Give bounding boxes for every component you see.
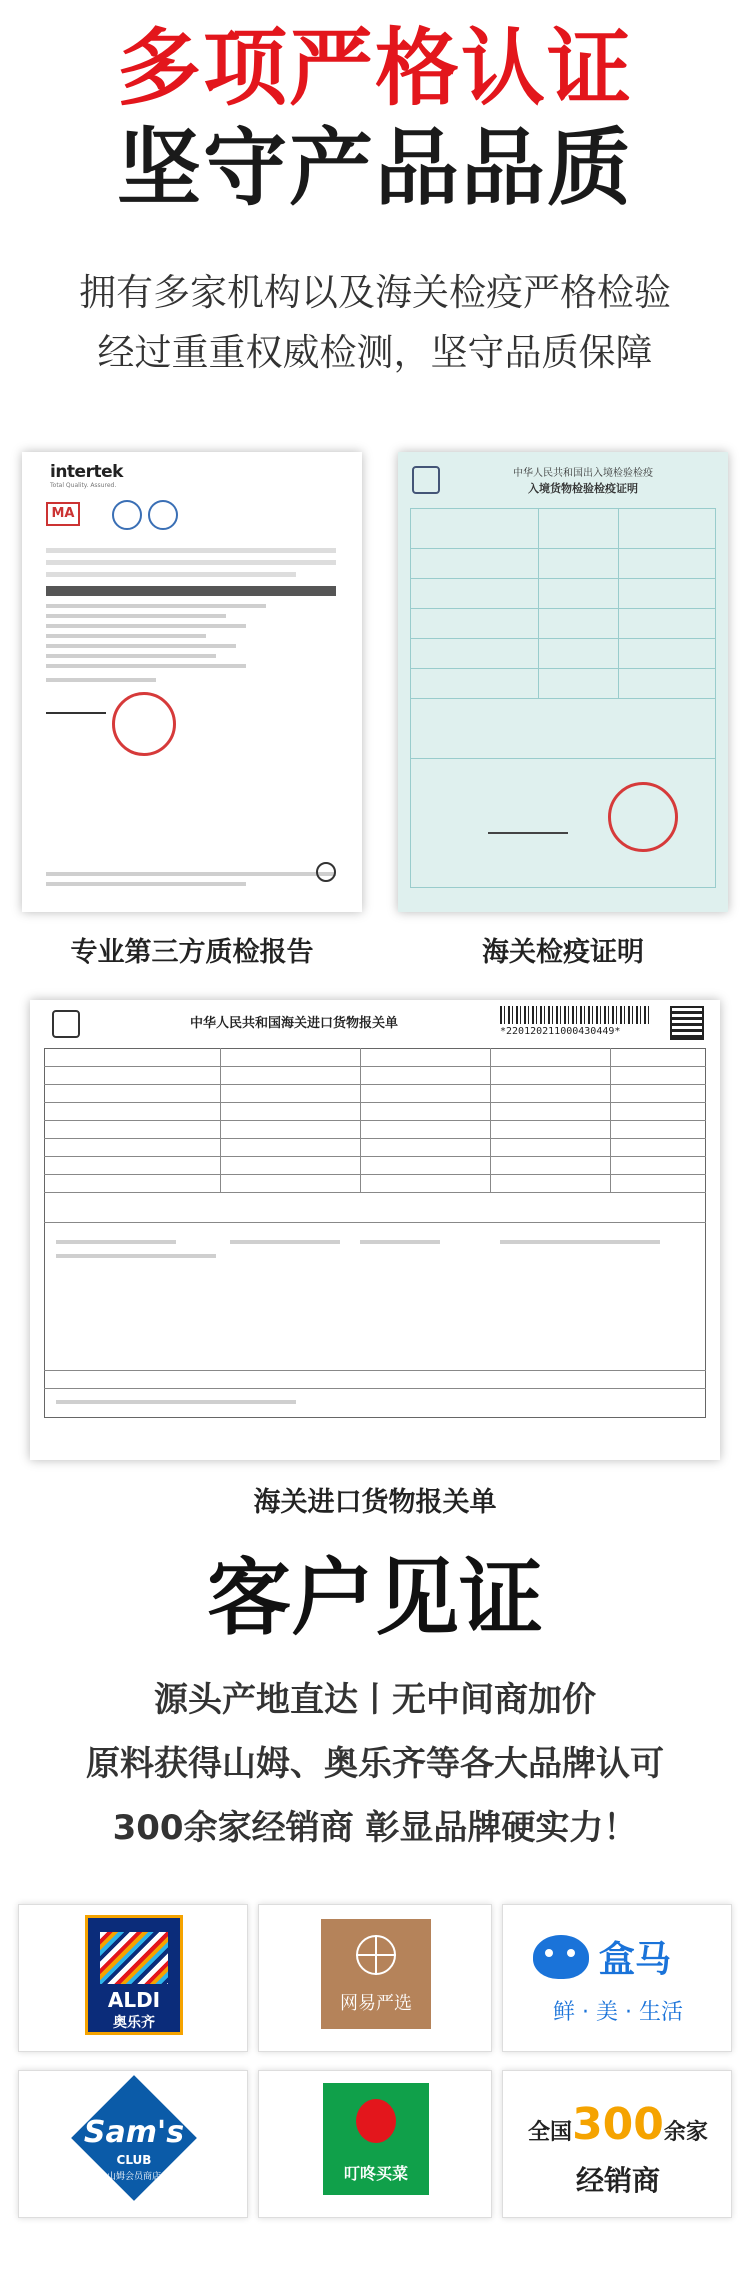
cnas-mark-icon: [148, 500, 178, 530]
hema-slogan: 鲜 · 美 · 生活: [553, 2000, 683, 2025]
netease-name: 网易严选: [340, 1993, 412, 2014]
barcode: [500, 1006, 650, 1024]
netease-logo: [321, 1919, 431, 2029]
hema-name: 盒马: [599, 1939, 672, 1980]
intertek-logo: intertek: [50, 462, 123, 482]
dingdong-name: 叮咚买菜: [343, 2164, 408, 2183]
aldi-logo: [85, 1915, 183, 2035]
dealers-number: 300: [572, 2099, 664, 2150]
logo-cell-dingdong: [258, 2070, 492, 2218]
dealers-line2: 经销商: [575, 2164, 660, 2197]
dingdong-radish-icon: [356, 2099, 396, 2143]
logo-cell-aldi: [18, 1904, 248, 2052]
declaration-caption: 海关进口货物报关单: [253, 1487, 497, 1518]
report-caption: 专业第三方质检报告: [70, 937, 314, 968]
third-party-report-image: [22, 452, 362, 912]
signature: [46, 700, 106, 714]
sams-sub: 山姆会员商店: [106, 2172, 161, 2182]
customs-emblem-icon: [52, 1010, 80, 1038]
intertek-circle-icon: [316, 862, 336, 882]
logo-cell-netease: [258, 1904, 492, 2052]
customs-emblem-icon: [412, 466, 440, 494]
testimonial-title: 客户见证: [206, 1549, 543, 1647]
intertek-tagline: Total Quality. Assured.: [50, 482, 117, 489]
quarantine-title2: 入境货物检验检疫证明: [528, 482, 638, 495]
hema-hippo-icon: [533, 1935, 589, 1979]
red-seal-stamp: [112, 692, 176, 756]
dealers-suffix: 余家: [663, 2120, 708, 2145]
dealers-prefix: 全国: [528, 2120, 573, 2145]
red-seal-stamp: [608, 782, 678, 852]
logo-cell-hema: [502, 1904, 732, 2052]
logo-cell-sams: [18, 2070, 248, 2218]
ilac-mark-icon: [112, 500, 142, 530]
hero-title-line2: 坚守产品品质: [116, 119, 633, 217]
sams-club: CLUB: [116, 2153, 152, 2167]
aldi-sub: 奥乐齐: [113, 2015, 155, 2031]
cma-mark-icon: MA: [46, 502, 80, 526]
barcode-number: *220120211000430449*: [500, 1026, 621, 1037]
hero-title-line1: 多项严格认证: [116, 19, 633, 117]
quarantine-title1: 中华人民共和国出入境检验检疫: [513, 468, 653, 479]
sams-name: Sam's: [83, 2115, 185, 2150]
dingdong-logo: [323, 2083, 429, 2195]
customs-declaration-image: [30, 1000, 720, 1460]
testimonial-line1: 源头产地直达丨无中间商加价: [154, 1680, 596, 1720]
declaration-title: 中华人民共和国海关进口货物报关单: [190, 1016, 399, 1031]
hero-subtitle-line2: 经过重重权威检测，坚守品质保障: [97, 331, 653, 374]
quarantine-caption: 海关检疫证明: [482, 937, 644, 968]
signature: [488, 822, 568, 834]
quarantine-certificate-image: [398, 452, 728, 912]
aldi-name: ALDI: [107, 1988, 161, 2012]
testimonial-line3: 300余家经销商 彰显品牌硬实力！: [112, 1808, 638, 1848]
testimonial-line2: 原料获得山姆、奥乐齐等各大品牌认可: [86, 1744, 664, 1784]
qr-code: [670, 1006, 704, 1040]
aldi-stripes-icon: [100, 1932, 168, 1984]
logo-cell-dealers: [502, 2070, 732, 2218]
hero-subtitle-line1: 拥有多家机构以及海关检疫严格检验: [79, 271, 671, 314]
